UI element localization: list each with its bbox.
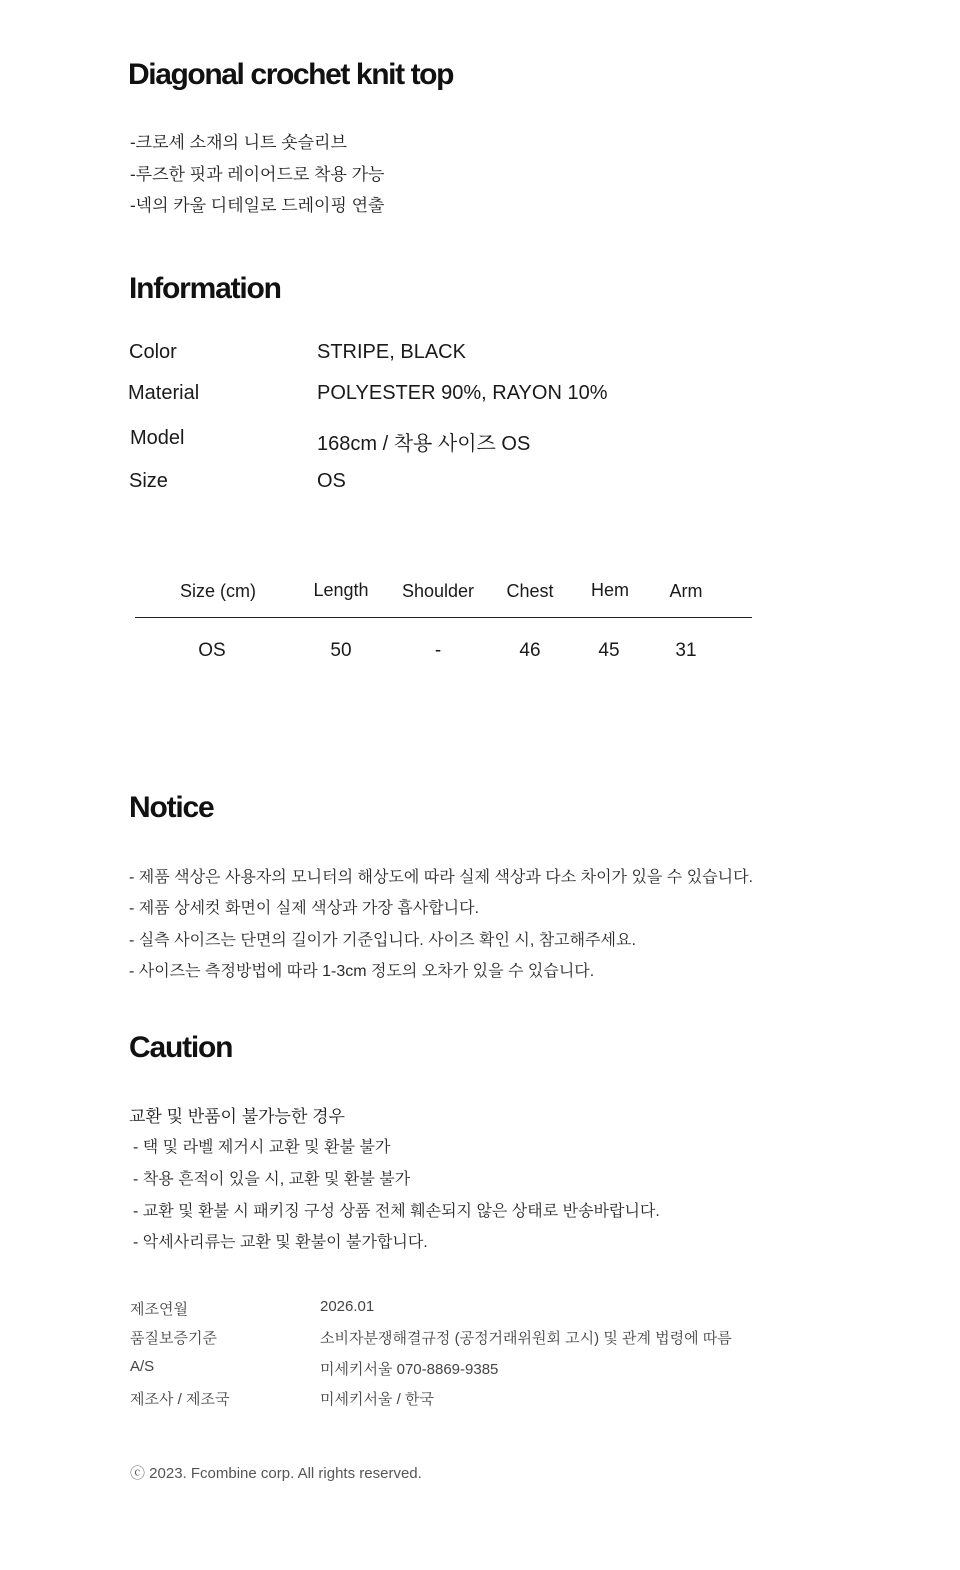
- notice-line: - 제품 상세컷 화면이 실제 색상과 가장 흡사합니다.: [129, 900, 480, 917]
- meta-value-manufacture-date: 2026.01: [320, 1298, 375, 1315]
- size-table-header: Hem: [590, 580, 630, 600]
- size-table-header: Size (cm): [180, 581, 256, 601]
- size-table-cell: 50: [330, 640, 352, 661]
- meta-label-quality-standard: 품질보증기준: [130, 1330, 217, 1347]
- size-table-cell: -: [434, 640, 442, 661]
- info-label-model: Model: [130, 427, 185, 449]
- size-table-cell: 31: [675, 640, 697, 661]
- info-value-color: STRIPE, BLACK: [317, 341, 466, 363]
- info-label-size: Size: [129, 470, 168, 492]
- info-label-material: Material: [128, 382, 200, 404]
- meta-label-as: A/S: [130, 1358, 155, 1375]
- size-table-header: Shoulder: [401, 581, 475, 601]
- info-value-size: OS: [317, 470, 346, 492]
- size-table-cell: OS: [198, 640, 226, 661]
- notice-heading: Notice: [129, 791, 214, 824]
- notice-line: - 제품 색상은 사용자의 모니터의 해상도에 따라 실제 색상과 다소 차이가 있을 수 있습니다.: [129, 869, 753, 886]
- size-table-cell: 45: [598, 640, 620, 661]
- size-table-header: Arm: [669, 581, 703, 601]
- copyright-text: ⓒ 2023. Fcombine corp. All rights reserved.: [130, 1465, 422, 1482]
- description-line: -넥의 카울 디테일로 드레이핑 연출: [130, 196, 385, 215]
- description-line: -크로셰 소재의 니트 숏슬리브: [130, 133, 347, 152]
- meta-value-quality-standard: 소비자분쟁해결규정 (공정거래위원회 고시) 및 관계 법령에 따름: [320, 1330, 732, 1347]
- meta-value-as: 미세키서울 070-8869-9385: [320, 1361, 499, 1378]
- info-label-color: Color: [129, 341, 177, 363]
- meta-label-manufacturer: 제조사 / 제조국: [130, 1391, 230, 1408]
- meta-label-manufacture-date: 제조연월: [130, 1301, 188, 1318]
- caution-line: - 악세사리류는 교환 및 환불이 불가합니다.: [133, 1234, 428, 1251]
- size-table: [135, 570, 752, 670]
- size-table-cell: 46: [519, 640, 541, 661]
- description-line: -루즈한 핏과 레이어드로 착용 가능: [130, 165, 385, 184]
- meta-value-manufacturer: 미세키서울 / 한국: [320, 1391, 434, 1408]
- caution-heading: Caution: [129, 1031, 233, 1064]
- caution-subheading: 교환 및 반품이 불가능한 경우: [129, 1107, 345, 1126]
- notice-line: - 사이즈는 측정방법에 따라 1-3cm 정도의 오차가 있을 수 있습니다.: [129, 963, 595, 980]
- caution-line: - 택 및 라벨 제거시 교환 및 환불 불가: [133, 1139, 391, 1156]
- information-heading: Information: [129, 272, 281, 305]
- info-value-model: 168cm / 착용 사이즈 OS: [317, 433, 531, 455]
- product-title: Diagonal crochet knit top: [128, 58, 454, 91]
- size-table-header: Chest: [506, 581, 554, 601]
- caution-line: - 착용 흔적이 있을 시, 교환 및 환불 불가: [133, 1171, 411, 1188]
- caution-line: - 교환 및 환불 시 패키징 구성 상품 전체 훼손되지 않은 상태로 반송바랍니다.: [133, 1203, 660, 1220]
- size-table-divider: [135, 617, 752, 618]
- notice-line: - 실측 사이즈는 단면의 길이가 기준입니다. 사이즈 확인 시, 참고해주세요.: [129, 932, 636, 949]
- size-table-header: Length: [313, 580, 369, 600]
- info-value-material: POLYESTER 90%, RAYON 10%: [317, 382, 608, 404]
